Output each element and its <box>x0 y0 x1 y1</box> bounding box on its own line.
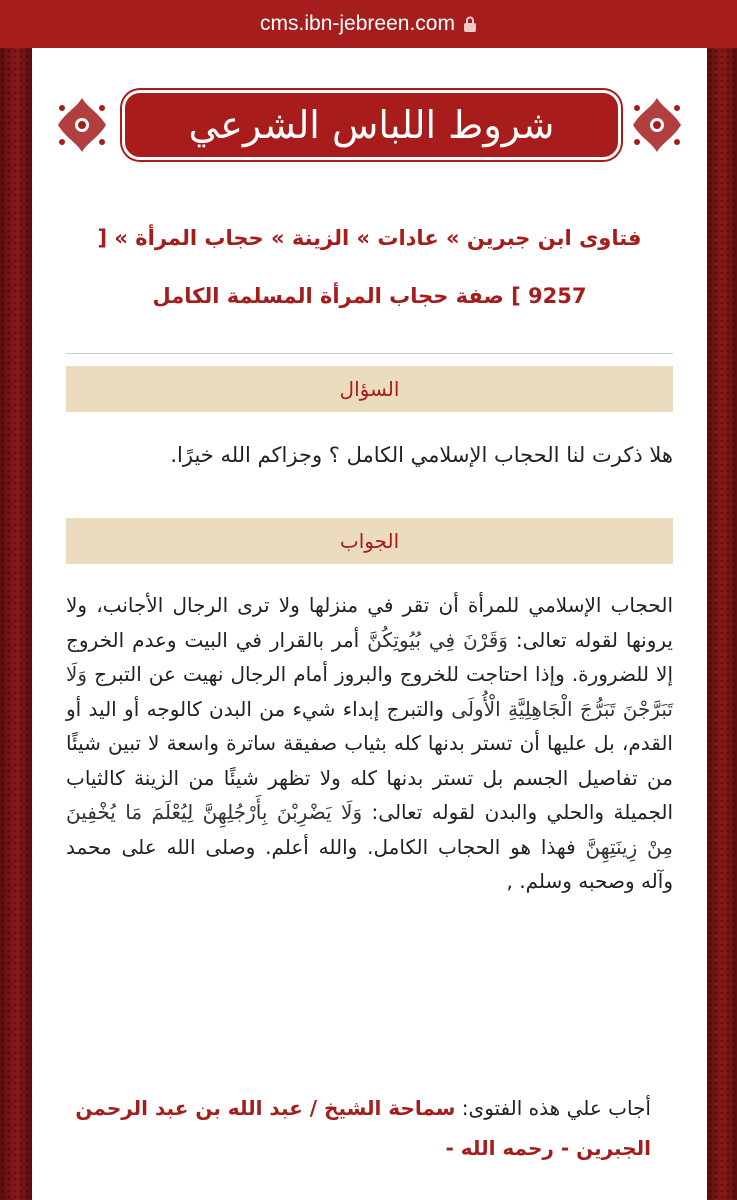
answerer-name[interactable]: سماحة الشيخ / عبد الله بن عبد الرحمن الجبرين - رحمه الله - <box>75 1096 651 1160</box>
page-title: شروط اللباس الشرعي <box>122 90 621 160</box>
url-text: cms.ibn-jebreen.com <box>260 12 455 35</box>
answerer-credit <box>66 1088 651 1168</box>
answer-part: الحجاب الإسلامي للمرأة أن تقر في منزلها ولا ترى الرجال الأجانب، ولا يرونها لقوله تعالى: <box>66 593 673 652</box>
answer-part: أمر بالقرار في البيت وعدم الخروج إلا للضرورة. وإذا احتاجت للخروج والبروز أمام الرجال نهيت عن التبرج <box>66 627 673 686</box>
lock-icon <box>463 16 477 32</box>
answerer-label: أجاب علي هذه الفتوى: <box>461 1096 651 1120</box>
right-border-pattern <box>707 48 737 1200</box>
ornament-left-icon <box>54 94 110 156</box>
answer-text <box>66 588 673 899</box>
answer-part: والتبرج إبداء شيء من البدن كالوجه أو اليد أو القدم، بل عليها أن تستر بدنها كله بثياب صفيقة ساترة واسعة لا تبين شيئًا من تفاصيل الجسم بل تستر بدنها كله ولا تظهر شيئًا من الزينة كالثياب الجميلة والحلي والبدن لقوله تعالى: <box>66 696 674 824</box>
answer-part: فهذا هو الحجاب الكامل. والله أعلم. وصلى الله على محمد وآله وصحبه وسلم. , <box>66 834 673 893</box>
fatwa-title: 9257 ] صفة حجاب المرأة المسلمة الكامل <box>152 284 587 308</box>
breadcrumb[interactable]: فتاوى ابن جبرين » عادات » الزينة » حجاب المرأة » [ <box>97 226 642 250</box>
quran-verse: وَلَا يَضْرِبْنَ بِأَرْجُلِهِنَّ لِيُعْلَمَ مَا يُخْفِينَ مِنْ زِينَتِهِنَّ <box>66 800 673 859</box>
title-banner <box>32 88 707 158</box>
left-border-pattern <box>0 48 32 1200</box>
address-bar[interactable] <box>0 0 737 48</box>
divider <box>66 353 673 354</box>
ornament-right-icon <box>629 94 685 156</box>
question-text: هلا ذكرت لنا الحجاب الإسلامي الكامل ؟ وجزاكم الله خيرًا. <box>170 443 673 467</box>
quran-verse: وَلَا تَبَرَّجْنَ تَبَرُّجَ الْجَاهِلِيَّةِ الْأُولَى <box>66 662 673 721</box>
content-page <box>32 48 707 1200</box>
answer-heading: الجواب <box>66 518 673 564</box>
quran-verse: وَقَرْنَ فِي بُيُوتِكُنَّ <box>367 627 508 652</box>
question-heading: السؤال <box>66 366 673 412</box>
